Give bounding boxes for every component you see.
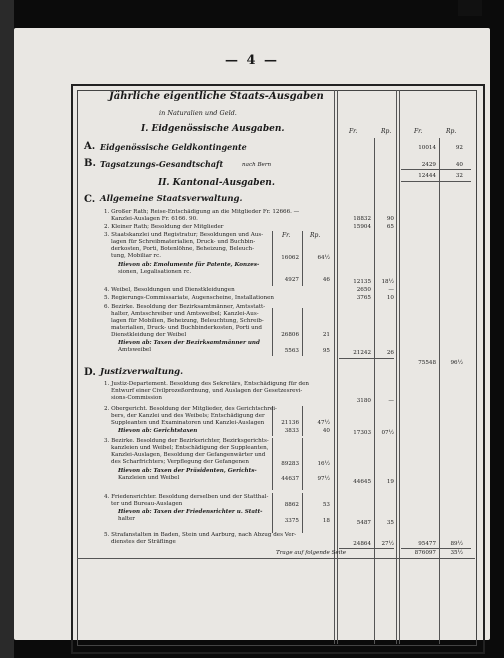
item-text: sions-Commission (111, 395, 162, 401)
cell-rp: — (388, 287, 394, 293)
col-head-rp: Rp. (381, 128, 392, 135)
inner-cell-rp: 47½ (317, 420, 330, 426)
sum-rule (401, 548, 471, 549)
document-page (14, 28, 490, 640)
inner-cell-rp: 53 (322, 502, 330, 508)
cell-fr: 3765 (356, 295, 371, 301)
section-I-title: I. Eidgenössische Ausgaben. (141, 124, 285, 134)
inner-cell-fr: 89283 (281, 461, 299, 467)
section-letter: D. (84, 367, 96, 378)
cell-rp: 19 (386, 479, 394, 485)
cell-fr: 44645 (353, 479, 371, 485)
inner-cell-rp: 46 (322, 277, 330, 283)
inner-cell-rp: 21 (322, 332, 330, 338)
item-text: Kanzlei-Auslagen, Besoldung der Gefangenwärter und (111, 452, 266, 458)
cell-rp: 92 (455, 145, 463, 151)
cell-fr: 18832 (353, 216, 371, 222)
cell-rp-total: 32 (455, 173, 463, 179)
section-letter: C. (84, 194, 96, 205)
cell-rp: 07½ (381, 430, 394, 436)
item-text: Dienstkleidung der Weibel (111, 332, 187, 338)
cell-fr: 3180 (356, 398, 371, 404)
inner-cell-rp: 16½ (317, 461, 330, 467)
page-subtitle: in Naturalien und Geld. (159, 109, 237, 117)
deduct-text: Hievon ab: Taxen der Bezirksamtmänner und (118, 340, 260, 346)
section-II-title: II. Kantonal-Ausgaben. (158, 178, 275, 188)
deduct-text: Hievon ab: Taxen der Präsidenten, Gerichts- (118, 468, 257, 474)
item-text: halter, Amtsschreiber und Amtsweibel; Kanzlei-Aus- (111, 311, 259, 317)
cell-fr: 10014 (418, 145, 436, 151)
inner-cell-fr: 44637 (281, 476, 299, 482)
page-number: — 4 — (224, 53, 280, 68)
deduct-text: Amtsweibel (118, 347, 152, 353)
inner-cell-fr: 3833 (284, 428, 299, 434)
deduct-text: Kanzleien und Weibel (118, 475, 180, 481)
inner-cell-rp: 40 (322, 428, 330, 434)
item-text: 5. Regierungs-Commissariate, Augenscheine, Installationen (104, 295, 274, 301)
item-text: 4. Friedensrichter. Besoldung derselben und der Statthal- (104, 494, 269, 500)
inner-col-head-rp: Rp. (310, 232, 321, 239)
inner-cell-rp: 95 (322, 348, 330, 354)
cell-rp: 35 (386, 520, 394, 526)
item-text: 1. Justiz-Departement. Besoldung des Sekretärs, Entschädigung für den (104, 381, 310, 387)
item-text: 2. Obergericht. Besoldung der Mitglieder, des Gerichtschrei- (104, 406, 277, 412)
scan-edge (0, 0, 14, 658)
cell-fr: 5487 (356, 520, 371, 526)
item-text: des Scharfrichters; Verpflegung der Gefangenen (111, 459, 249, 465)
cell-rp: 10 (386, 295, 394, 301)
cell-fr: 12135 (353, 279, 371, 285)
inner-cell-fr: 16062 (281, 255, 299, 261)
item-text: Kanzlei-Auslagen Fr. 6166. 90. (111, 216, 198, 222)
inner-cell-fr: 3375 (284, 518, 299, 524)
cell-rp: 90 (386, 216, 394, 222)
cell-fr: 17303 (353, 430, 371, 436)
col-rule (396, 90, 397, 644)
col-head-rp: Rp. (446, 128, 457, 135)
col-rule (334, 90, 335, 644)
item-text: tung, Mobiliar rc. (111, 253, 162, 259)
item-text: 6. Bezirke. Besoldung der Bezirksamtmänner, Amtsstatt- (104, 304, 266, 310)
item-text: 4. Weibel, Besoldungen und Dienstkleidungen (104, 287, 235, 293)
cell-rp: — (388, 398, 394, 404)
carry-rp: 35½ (450, 550, 463, 556)
item-text: materialien, Druck- und Buchbinderkosten, Porti und (111, 325, 262, 331)
item-text: lagen für Schreibmaterialien, Druck- und Buchbin- (111, 239, 256, 245)
row-label: Eidgenössische Geldkontingente (100, 142, 247, 152)
inner-cell-fr: 5563 (284, 348, 299, 354)
cell-fr: 2429 (421, 162, 436, 168)
cell-fr-total: 95477 (418, 541, 436, 547)
item-text: derkosten, Porti, Botenlöhne, Beheizung, Beleuch- (111, 246, 255, 252)
sum-rule (339, 358, 394, 359)
section-letter: B. (84, 158, 96, 169)
inner-col-rule (302, 493, 303, 533)
deduct-text: sionen, Legalisationen rc. (118, 269, 192, 275)
item-text: 3. Bezirke. Besoldung der Bezirksrichter, Bezirksgerichts- (104, 438, 269, 444)
sum-rule (339, 548, 394, 549)
cell-rp: 18½ (381, 279, 394, 285)
sum-rule (401, 181, 471, 182)
section-letter: A. (84, 141, 96, 152)
item-text: dienstes der Sträflinge (111, 539, 176, 545)
col-rule (439, 138, 440, 644)
item-text: Suppleanten und Examinatoren und Kanzlei-Auslagen (111, 420, 265, 426)
inner-cell-rp: 97½ (317, 476, 330, 482)
item-text: 3. Staatskanzlei und Registratur; Besoldungen und Aus- (104, 232, 264, 238)
item-text: lagen für Mobilien, Beheizung, Beleuchtung, Schreib- (111, 318, 264, 324)
item-text: 1. Großer Rath; Reise-Entschädigung an die Mitglieder Fr. 12666. — (104, 209, 300, 215)
bottom-rule (77, 558, 475, 559)
cell-fr-total: 75548 (418, 360, 436, 366)
col-head-fr: Fr. (414, 128, 423, 135)
deduct-text: halter (118, 516, 135, 522)
carry-fr: 876097 (414, 550, 436, 556)
cell-rp: 65 (386, 224, 394, 230)
cell-rp-total: 96½ (450, 360, 463, 366)
item-text: Entwurf einer Civilprozeßordnung, und Auslagen der Gesetzesrevi- (111, 388, 303, 394)
deduct-text: Hievon ab: Emolumente für Patente, Konzes- (118, 262, 260, 268)
inner-cell-fr: 8862 (284, 502, 299, 508)
cell-fr-total: 12444 (418, 173, 436, 179)
item-text: bers, der Kanzlei und des Weibels; Entschädigung der (111, 413, 265, 419)
section-title: Allgemeine Staatsverwaltung. (100, 194, 243, 204)
inner-col-head-fr: Fr. (282, 232, 291, 239)
item-text: kanzleien und Weibel; Entschädigung der Suppleanten, (111, 445, 269, 451)
section-title: Justizverwaltung. (100, 367, 184, 377)
item-text: ter und Bureau-Auslagen (111, 501, 183, 507)
deduct-text: Hievon ab: Gerichtstaxen (118, 428, 198, 434)
cell-fr: 15904 (353, 224, 371, 230)
page-title: Jährliche eigentliche Staats-Ausgaben (109, 91, 324, 102)
inner-cell-rp: 64½ (317, 255, 330, 261)
item-text: 5. Strafanstalten in Baden, Stein und Aarburg, nach Abzug des Ver- (104, 532, 297, 538)
inner-cell-fr: 26806 (281, 332, 299, 338)
col-rule (337, 90, 338, 644)
inner-cell-rp: 18 (322, 518, 330, 524)
carry-label: Trage auf folgende Seite (276, 550, 347, 556)
inner-cell-fr: 21136 (281, 420, 299, 426)
cell-rp: 26 (386, 350, 394, 356)
cell-rp-total: 89½ (450, 541, 463, 547)
cell-fr: 2650 (356, 287, 371, 293)
cell-rp: 40 (455, 162, 463, 168)
inner-col-rule (272, 493, 273, 533)
col-rule (374, 138, 375, 644)
deduct-text: Hievon ab: Taxen der Friedensrichter u. Statt- (118, 509, 263, 515)
item-text: 2. Kleiner Rath; Besoldung der Mitglieder (104, 224, 224, 230)
cell-fr: 24864 (353, 541, 371, 547)
row-label-suffix: nach Bern (242, 162, 272, 168)
sum-rule (401, 169, 471, 170)
row-label: Tagsatzungs-Gesandtschaft (100, 159, 224, 169)
clip-mark (458, 0, 482, 16)
cell-fr: 21242 (353, 350, 371, 356)
cell-rp: 27½ (381, 541, 394, 547)
col-head-fr: Fr. (349, 128, 358, 135)
inner-cell-fr: 4927 (284, 277, 299, 283)
